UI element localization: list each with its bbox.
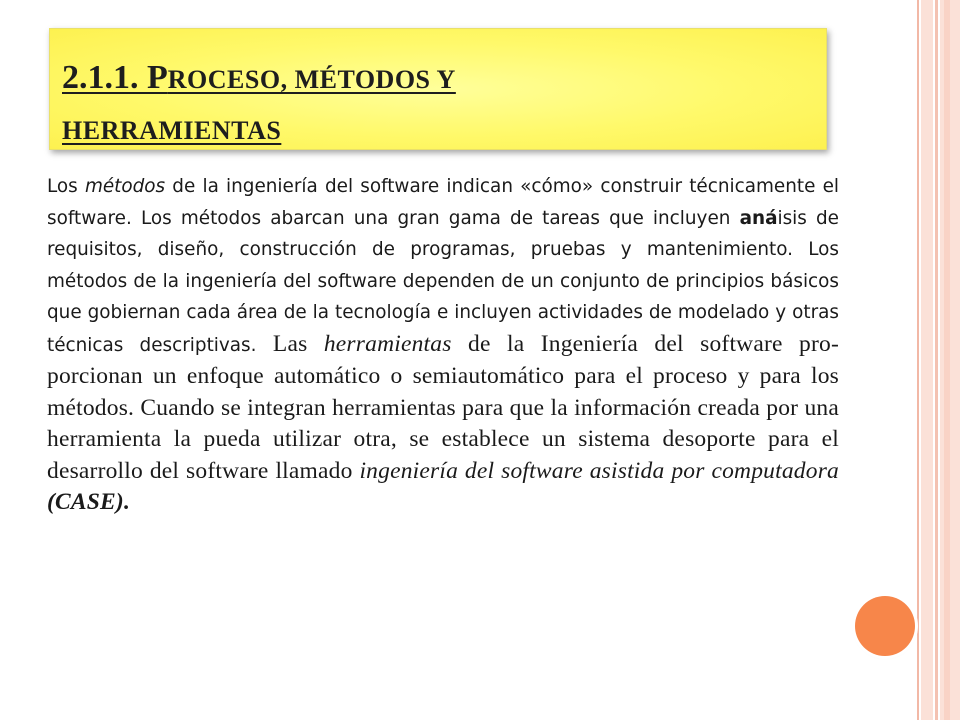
title-line-1 (62, 53, 802, 104)
body-italic-term: ingeniería del software asistida por computadora (359, 457, 839, 484)
body-italic-term: métodos (84, 176, 166, 197)
decorative-stripe (935, 0, 938, 720)
body-bold-italic-term: (CASE). (47, 489, 131, 515)
body-paragraph (47, 171, 839, 519)
body-text: isis de requisitos, diseño, construcción de programas, pruebas y mantenimiento. Los métodos de la ingeniería del software dependen de un conjunto de principios básicos que gobiernan cada área de la tecnología e incluyen actividades de modelado y otras técnicas descriptivas. (47, 207, 839, 356)
orange-circle-decoration (855, 596, 915, 656)
title-number: 2.1.1. P (62, 59, 168, 96)
body-text: de la ingeniería del software indican «cómo» construir técnicamente el software. Los métodos abarcan una gran gama de tareas que incluyen (47, 176, 840, 229)
slide-title (62, 53, 802, 155)
decorative-stripe (940, 0, 960, 720)
body-text-serif: Las (256, 330, 324, 357)
body-text-serif: de la Ingeniería del software pro-porcionan un enfoque automático o semiautomático para el proceso y para los métodos. Cuando se integran herramientas para que la información creada por una herramienta la pueda utilizar otra, se establece un sistema desoporte para el desarrollo del software llamado (47, 330, 839, 484)
title-smallcaps-1: ROCESO, MÉTODOS Y (167, 65, 456, 94)
decorative-stripe (944, 0, 950, 720)
title-box (49, 28, 827, 150)
decorative-stripe (917, 0, 919, 720)
title-smallcaps-2: HERRAMIENTAS (62, 116, 282, 145)
body-text: Los (47, 176, 85, 197)
title-line-2 (62, 104, 802, 155)
body-italic-term: herramientas (323, 330, 452, 357)
decorative-stripe (921, 0, 933, 720)
body-bold-fragment: aná (739, 207, 778, 229)
